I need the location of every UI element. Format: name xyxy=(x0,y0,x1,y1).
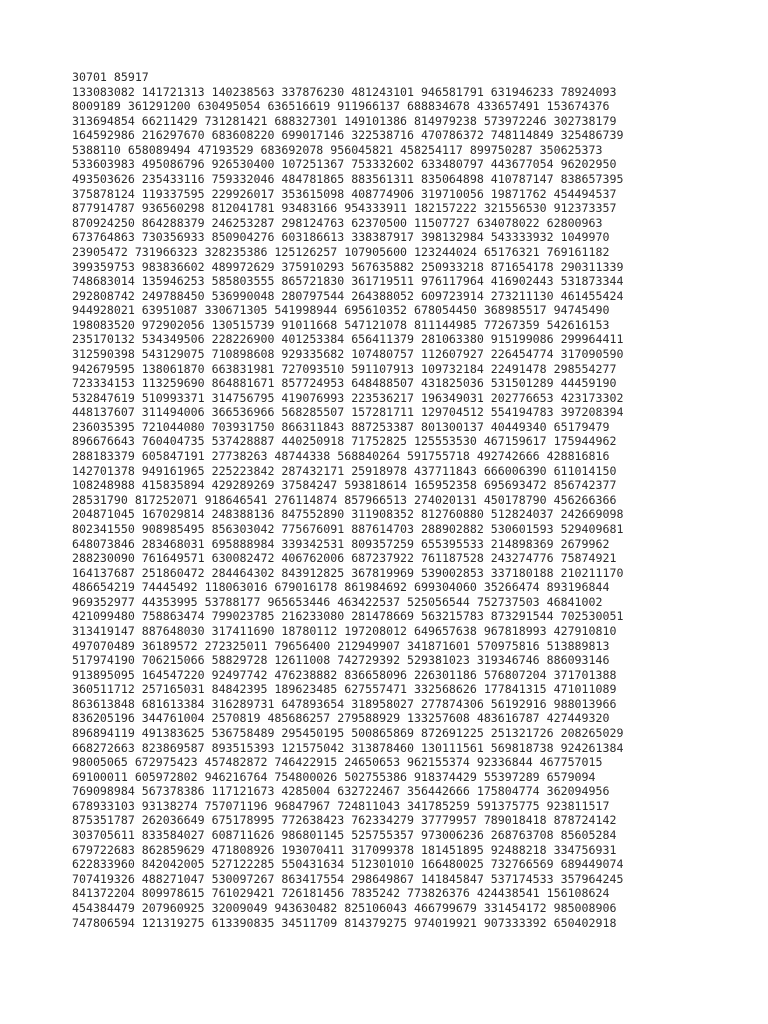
text-line: 622833960 842042005 527122285 550431634 512301010 166480025 732766569 689449074 xyxy=(72,857,624,872)
text-line: 748683014 135946253 585803555 865721830 361719511 976117964 416902443 531873344 xyxy=(72,274,624,289)
text-line: 841372204 809978615 761029421 726181456 7835242 773826376 424438541 156108624 xyxy=(72,886,610,901)
text-line: 863613848 681613384 316289731 647893654 318958027 277874306 56192916 988013966 xyxy=(72,696,617,711)
text-line: 69100011 605972802 946216764 754800026 502755386 918374429 55397289 6579094 xyxy=(72,769,596,784)
text-line: 648073846 283468031 695888984 339342531 809357259 655395533 214898369 2679962 xyxy=(72,536,610,551)
text-line: 836205196 344761004 2570819 485686257 279588929 133257608 483616787 427449320 xyxy=(72,711,610,726)
text-line: 288230090 761649571 630082472 406762006 687237922 761187528 243274776 75874921 xyxy=(72,551,617,566)
text-line: 292808742 249788450 536990048 280797544 264388052 609723914 273211130 461455424 xyxy=(72,288,624,303)
text-line: 533603983 495086796 926530400 107251367 753332602 633480797 443677054 96202950 xyxy=(72,157,617,172)
text-line: 5388110 658089494 47193529 683692078 956045821 458254117 899750287 350625373 xyxy=(72,142,603,157)
text-line: 723334153 113259690 864881671 857724953 648488507 431825036 531501289 44459190 xyxy=(72,376,617,391)
text-line: 133083082 141721313 140238563 337876230 481243101 946581791 631946233 78924093 xyxy=(72,84,617,99)
text-line: 802341550 908985495 856303042 775676091 887614703 288902882 530601593 529409681 xyxy=(72,521,624,536)
text-line: 944928021 63951087 330671305 541998944 695610352 678054450 368985517 94745490 xyxy=(72,303,610,318)
text-line: 375878124 119337595 229926017 353615098 408774906 319710056 19871762 454494537 xyxy=(72,186,617,201)
number-listing xyxy=(72,70,752,930)
text-line: 98005065 672975423 457482872 746422915 24650653 962155374 92336844 467757015 xyxy=(72,755,603,770)
text-line: 303705611 833584027 608711626 986801145 525755357 973006236 268763708 85605284 xyxy=(72,828,617,843)
text-line: 313694854 66211429 731281421 688327301 149101386 814979238 573972246 302738179 xyxy=(72,113,617,128)
text-line: 236035395 721044080 703931750 866311843 887253387 801300137 40449340 65179479 xyxy=(72,419,610,434)
text-line: 678933103 93138274 757071196 96847967 724811043 341785259 591375775 923811517 xyxy=(72,798,610,813)
text-line: 108248988 415835894 429289269 37584247 593818614 165952358 695693472 856742377 xyxy=(72,478,617,493)
text-line: 164137687 251860472 284464302 843912825 367819969 539002853 337180188 210211170 xyxy=(72,565,624,580)
text-line: 896676643 760404735 537428887 440250918 71752825 125553530 467159617 175944962 xyxy=(72,434,617,449)
text-line: 870924250 864288379 246253287 298124763 62370500 11507727 634078022 62800963 xyxy=(72,215,603,230)
text-line: 517974190 706215066 58829728 12611008 742729392 529381023 319346746 886093146 xyxy=(72,653,610,668)
text-line: 399359753 983836602 489972629 375910293 567635882 250933218 871654178 290311339 xyxy=(72,259,624,274)
text-line: 448137607 311494006 366536966 568285507 157281711 129704512 554194783 397208394 xyxy=(72,405,624,420)
text-line: 164592986 216297670 683608220 699017146 322538716 470786372 748114849 325486739 xyxy=(72,128,624,143)
text-line: 497070489 36189572 272325011 79656400 212949907 341871601 570975816 513889813 xyxy=(72,638,610,653)
text-line: 486654219 74445492 118063016 679016178 861984692 699304060 35266474 893196844 xyxy=(72,580,610,595)
text-line: 204871045 167029814 248388136 847552890 311908352 812760880 512824037 242669098 xyxy=(72,507,624,522)
text-line: 312590398 543129075 710898608 929335682 107480757 112607927 226454774 317090590 xyxy=(72,346,624,361)
text-line: 707419326 488271047 530097267 863417554 298649867 141845847 537174533 357964245 xyxy=(72,871,624,886)
text-line: 896894119 491383625 536758489 295450195 500865869 872691225 251321726 208265029 xyxy=(72,726,624,741)
text-line: 235170132 534349506 228226900 401253384 656411379 281063380 915199086 299964411 xyxy=(72,332,624,347)
text-line: 23905472 731966323 328235386 125126257 107905600 123244024 65176321 769161182 xyxy=(72,244,610,259)
text-line: 28531790 817252071 918646541 276114874 857966513 274020131 450178790 456266366 xyxy=(72,492,617,507)
text-line: 769098984 567378386 117121673 4285004 632722467 356442666 175804774 362094956 xyxy=(72,784,610,799)
text-line: 532847619 510993371 314756795 419076993 223536217 196349031 202776653 423173302 xyxy=(72,390,624,405)
text-line: 942679595 138061870 663831981 727093510 591107913 109732184 22491478 298554277 xyxy=(72,361,617,376)
text-line: 747806594 121319275 613390835 34511709 814379275 974019921 907333392 650402918 xyxy=(72,915,617,930)
text-line: 421099480 758863474 799023785 216233080 281478669 563215783 873291544 702530051 xyxy=(72,609,624,624)
text-line: 288183379 605847191 27738263 48744338 568840264 591755718 492742666 428816816 xyxy=(72,449,610,464)
text-line: 8009189 361291200 630495054 636516619 911966137 688834678 433657491 153674376 xyxy=(72,99,610,114)
text-line: 668272663 823869587 893515393 121575042 313878460 130111561 569818738 924261384 xyxy=(72,740,624,755)
text-line: 30701 85917 xyxy=(72,70,149,84)
text-line: 454384479 207960925 32009049 943630482 825106043 466799679 331454172 985008906 xyxy=(72,900,617,915)
text-line: 198083520 972902056 130515739 91011668 547121078 811144985 77267359 542616153 xyxy=(72,317,610,332)
text-line: 493503626 235433116 759332046 484781865 883561311 835064898 410787147 838657395 xyxy=(72,172,624,187)
text-line: 913895095 164547220 92497742 476238882 836658096 226301186 576807204 371701388 xyxy=(72,667,617,682)
text-line: 877914787 936560298 812041781 93483166 954333911 182157222 321556530 912373357 xyxy=(72,201,617,216)
text-line: 679722683 862859629 471808926 193070411 317099378 181451895 92488218 334756931 xyxy=(72,842,617,857)
text-line: 360511712 257165031 84842395 189623485 627557471 332568626 177841315 471011089 xyxy=(72,682,617,697)
text-line: 142701378 949161965 225223842 287432171 25918978 437711843 666006390 611014150 xyxy=(72,463,617,478)
text-line: 875351787 262036649 675178995 772638423 762334279 37779957 789018418 878724142 xyxy=(72,813,617,828)
text-line: 313419147 887648030 317411690 18780112 197208012 649657638 967818993 427910810 xyxy=(72,623,617,638)
text-line: 673764863 730356933 850904276 603186613 338387917 398132984 543333932 1049970 xyxy=(72,230,610,245)
text-line: 969352977 44353995 53788177 965653446 463422537 525056544 752737503 46841002 xyxy=(72,594,603,609)
